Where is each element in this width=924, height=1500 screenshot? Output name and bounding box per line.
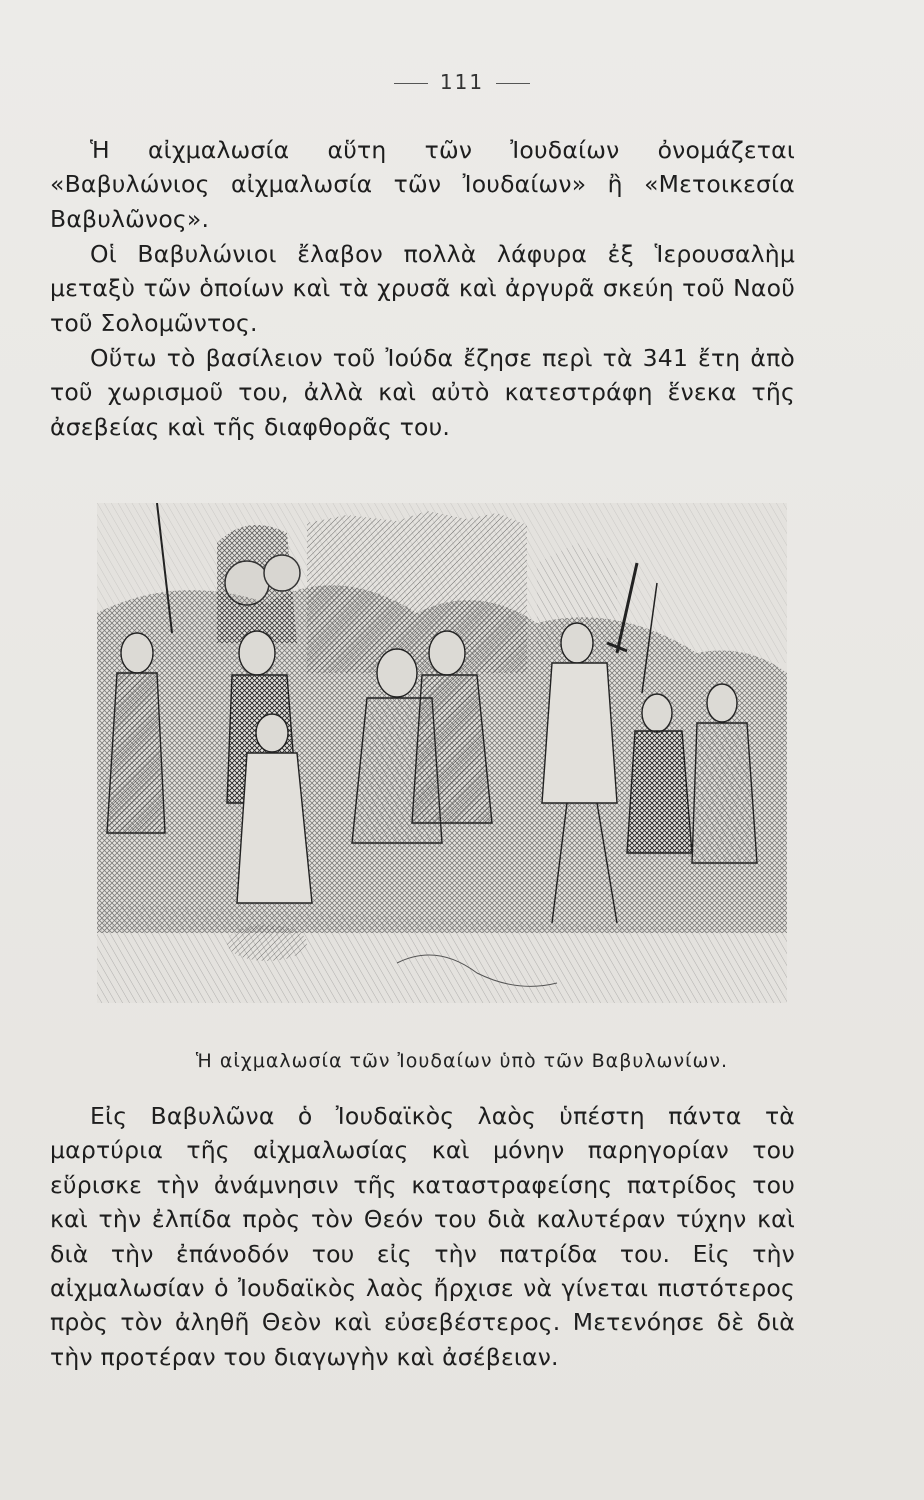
figure-caption: Ἡ αἰχμαλωσία τῶν Ἰουδαίων ὑπὸ τῶν Βαβυλωνίων. [195, 1050, 729, 1072]
paragraph-2-text: Οἱ Βαβυλώνιοι ἔλαβον πολλὰ λάφυρα ἐξ Ἱερουσαλὴμ μεταξὺ τῶν ὁποίων καὶ τὰ χρυσᾶ καὶ ἀργυρᾶ σκεύη τοῦ Ναοῦ τοῦ Σολομῶντος. [50, 240, 795, 337]
paragraph-4 [50, 1099, 795, 1374]
page-number-text: 111 [439, 70, 485, 94]
paragraph-3 [50, 341, 795, 444]
paragraph-1-text: Ἡ αἰχμαλωσία αὕτη τῶν Ἰουδαίων ὀνομάζεται «Βαβυλώνιος αἰχμαλωσία τῶν Ἰουδαίων» ἢ «Μετοικεσία Βαβυλῶνος». [50, 136, 795, 233]
paragraph-3-text: Οὕτω τὸ βασίλειον τοῦ Ἰούδα ἔζησε περὶ τὰ 341 ἔτη ἀπὸ τοῦ χωρισμοῦ του, ἀλλὰ καὶ αὐτὸ κατεστράφη ἕνεκα τῆς ἀσεβείας καὶ τῆς διαφθορᾶς του. [50, 344, 795, 441]
paragraph-1 [50, 133, 795, 236]
page-number-dash-left [394, 83, 428, 84]
engraving-illustration [97, 503, 787, 1003]
page-number-dash-right [496, 83, 530, 84]
paragraph-4-text: Εἰς Βαβυλῶνα ὁ Ἰουδαϊκὸς λαὸς ὑπέστη πάντα τὰ μαρτύρια τῆς αἰχμαλωσίας καὶ μόνην παρηγορίαν του εὕρισκε τὴν ἀνάμνησιν τῆς καταστραφείσης πατρίδος του καὶ τὴν ἐλπίδα πρὸς τὸν Θεόν του διὰ καλυτέραν τύχην καὶ διὰ τὴν ἐπάνοδόν του εἰς τὴν πατρίδα του. Εἰς τὴν αἰχμαλωσίαν ὁ Ἰουδαϊκὸς λαὸς ἤρχισε νὰ γίνεται πιστότερος πρὸς τὸν ἀληθῆ Θεὸν καὶ εὐσεβέστερος. Μετενόησε δὲ διὰ τὴν προτέραν του διαγωγὴν καὶ ἀσέβειαν. [50, 1102, 795, 1371]
page-number [0, 70, 924, 94]
paragraph-2 [50, 237, 795, 340]
